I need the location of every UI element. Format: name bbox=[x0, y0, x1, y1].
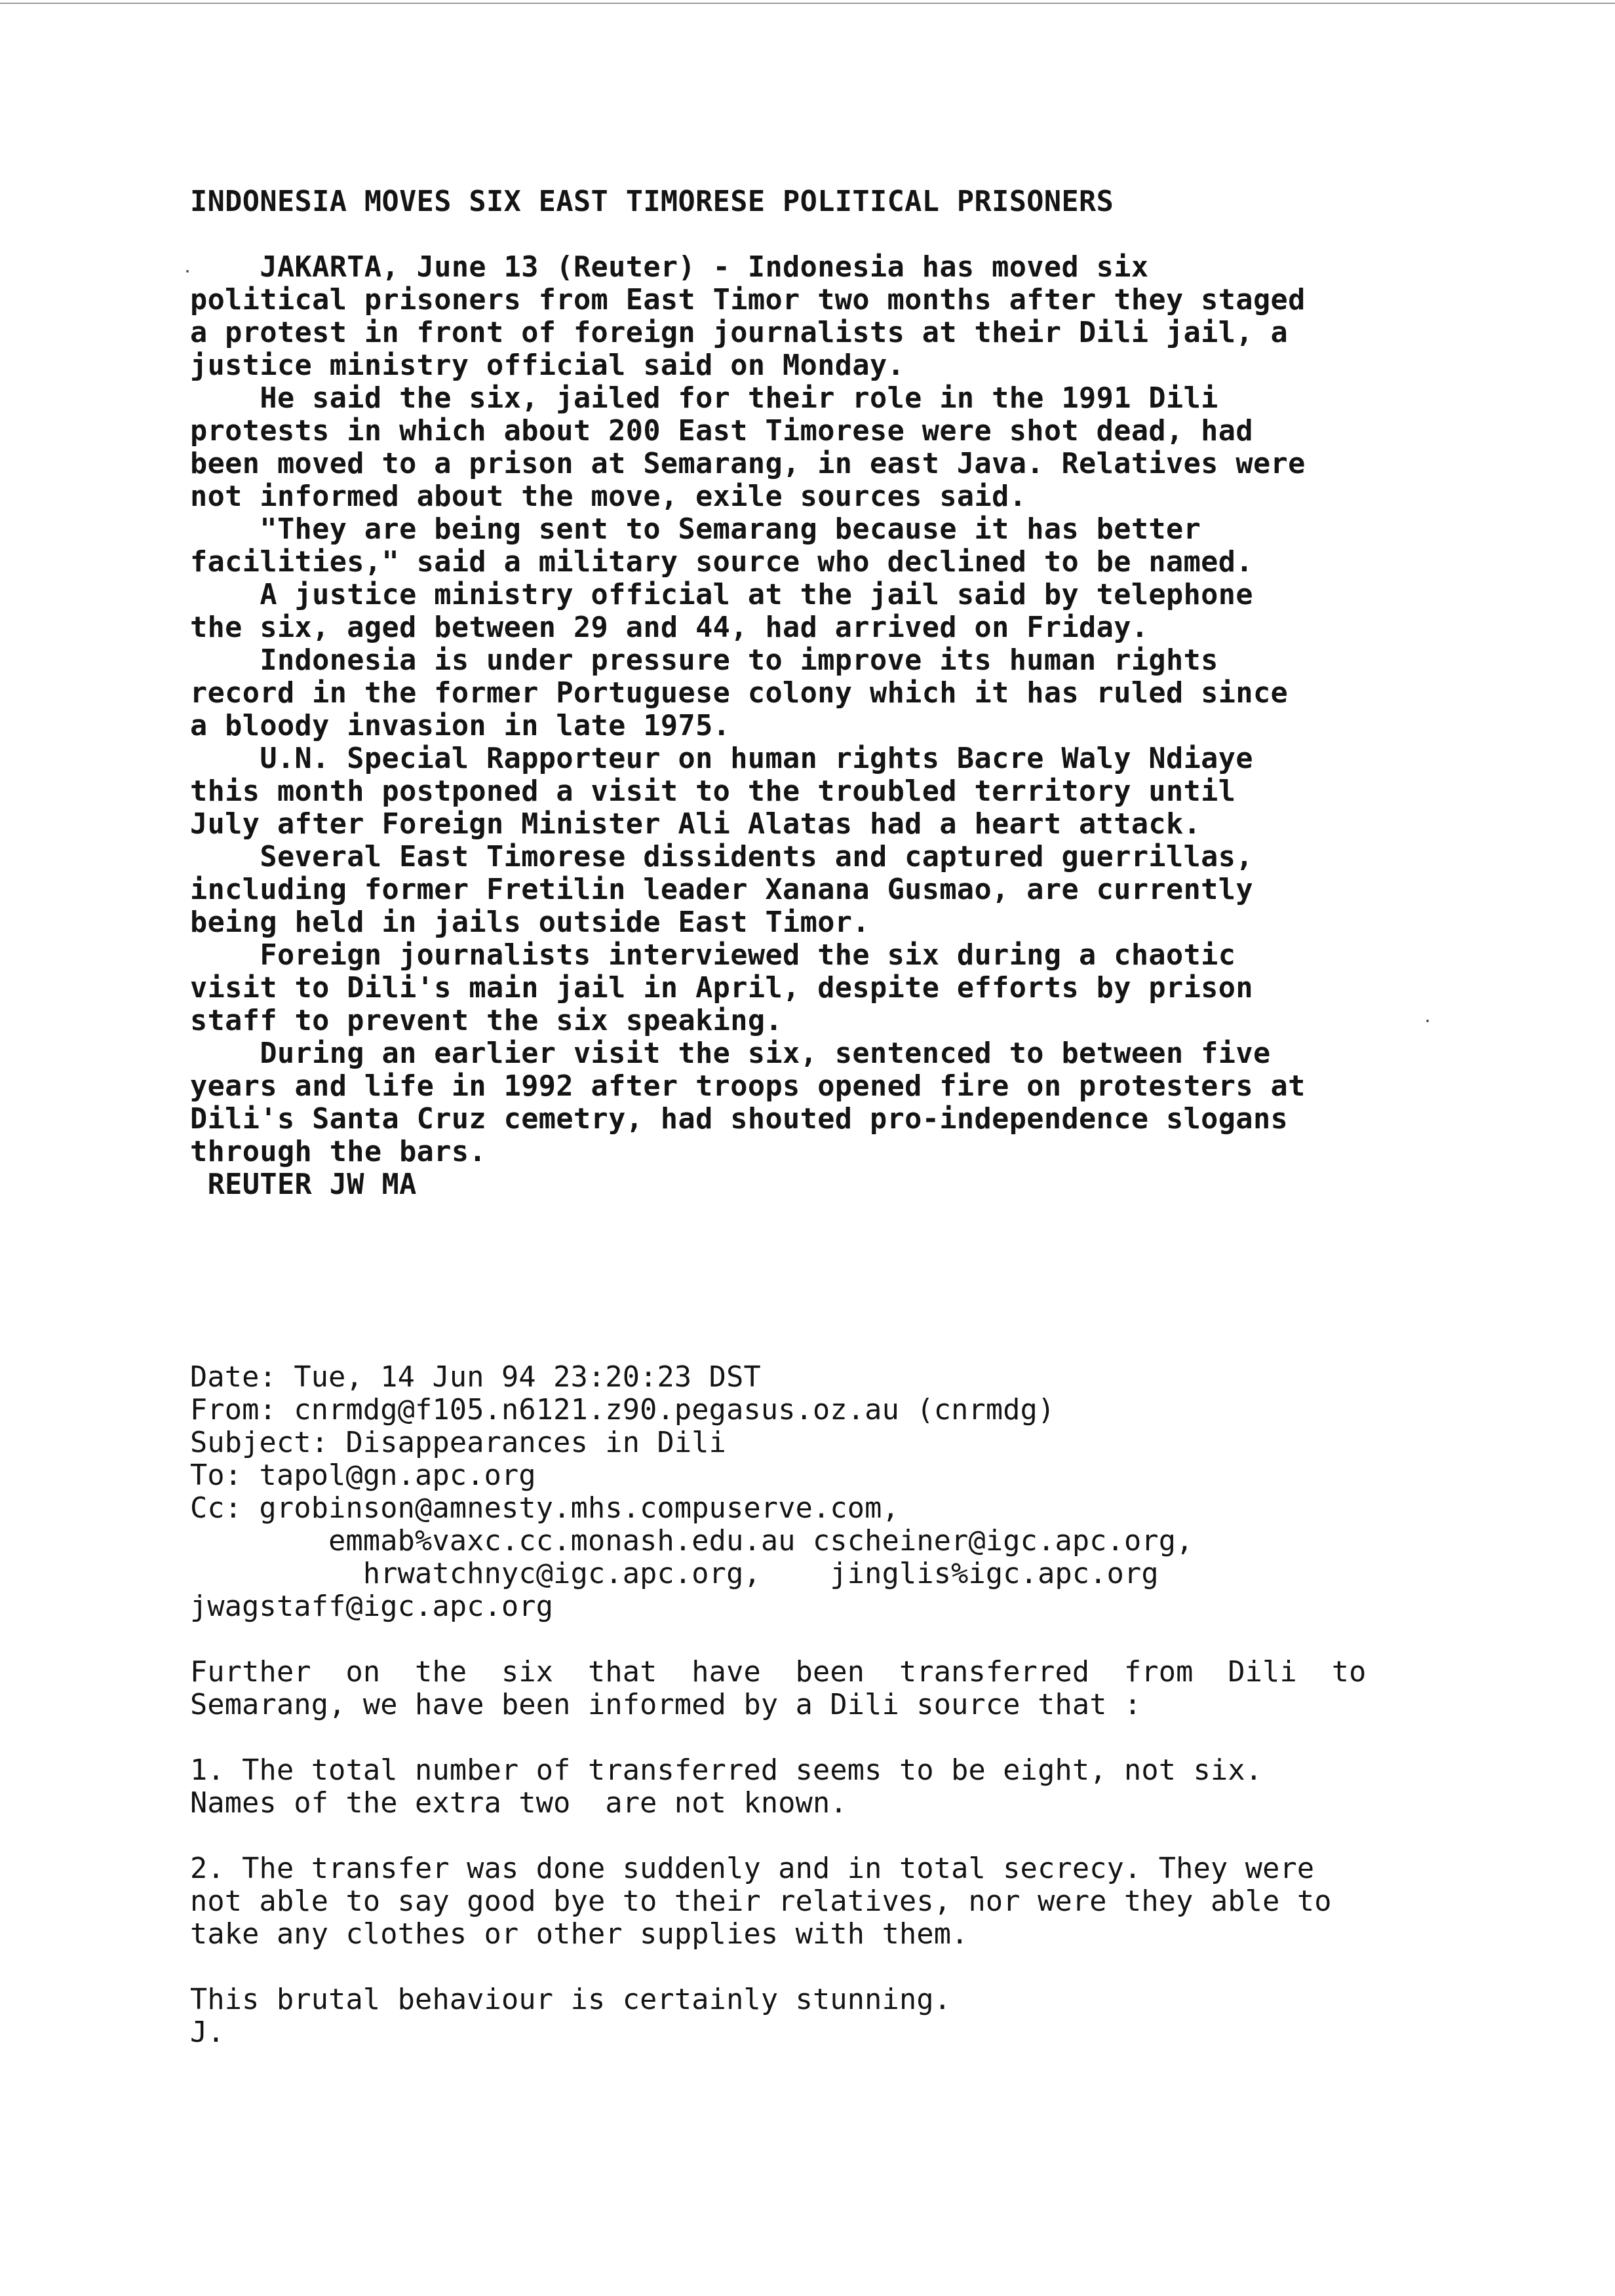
email-header-subject: Subject: Disappearances in Dili bbox=[190, 1426, 727, 1459]
article-line: A justice ministry official at the jail said by telephone bbox=[190, 579, 1253, 611]
email-body-line: take any clothes or other supplies with them. bbox=[190, 1918, 969, 1951]
email-header-from: From: cnrmdg@f105.n6121.z90.pegasus.oz.au (cnrmdg) bbox=[190, 1394, 1055, 1426]
article-line: including former Fretilin leader Xanana Gusmao, are currently bbox=[190, 873, 1253, 906]
email-header-cc: Cc: grobinson@amnesty.mhs.compuserve.com, bbox=[190, 1492, 899, 1525]
email-body-line: not able to say good bye to their relatives, nor were they able to bbox=[190, 1885, 1332, 1918]
article-line: protests in which about 200 East Timorese were shot dead, had bbox=[190, 415, 1253, 448]
article-line: He said the six, jailed for their role in the 1991 Dili bbox=[190, 382, 1218, 415]
article-line: Foreign journalists interviewed the six during a chaotic bbox=[190, 939, 1236, 972]
article-line: being held in jails outside East Timor. bbox=[190, 906, 870, 939]
article-line: a bloody invasion in late 1975. bbox=[190, 710, 731, 742]
email-signature: J. bbox=[190, 2016, 225, 2049]
article-line: Dili's Santa Cruz cemetry, had shouted pro-independence slogans bbox=[190, 1103, 1289, 1136]
article-line: political prisoners from East Timor two months after they staged bbox=[190, 284, 1306, 316]
email-header-cc-line: hrwatchnyc@igc.apc.org, jinglis%igc.apc.org bbox=[190, 1558, 1159, 1590]
article-line: During an earlier visit the six, sentenced to between five bbox=[190, 1037, 1271, 1070]
email-body-line: 2. The transfer was done suddenly and in total secrecy. They were bbox=[190, 1852, 1315, 1885]
email-closing: This brutal behaviour is certainly stunning. bbox=[190, 1983, 952, 2016]
article-headline: INDONESIA MOVES SIX EAST TIMORESE POLITICAL PRISONERS bbox=[190, 185, 1114, 218]
article-line: years and life in 1992 after troops opened fire on protesters at bbox=[190, 1070, 1306, 1103]
article-line: through the bars. bbox=[190, 1136, 487, 1168]
email-body-line: Further on the six that have been transferred from Dili to bbox=[190, 1656, 1367, 1689]
article-line: "They are being sent to Semarang because it has better bbox=[190, 513, 1201, 546]
article-line: visit to Dili's main jail in April, despite efforts by prison bbox=[190, 972, 1253, 1004]
email-header-date: Date: Tue, 14 Jun 94 23:20:23 DST bbox=[190, 1361, 761, 1394]
scan-speck bbox=[1426, 1020, 1429, 1022]
article-line: this month postponed a visit to the troubled territory until bbox=[190, 775, 1236, 808]
scan-edge-line bbox=[0, 3, 1615, 4]
scan-speck bbox=[186, 270, 189, 273]
article-line: not informed about the move, exile sources said. bbox=[190, 480, 1027, 513]
article-line: U.N. Special Rapporteur on human rights Bacre Waly Ndiaye bbox=[190, 742, 1253, 775]
email-body-line: 1. The total number of transferred seems to be eight, not six. bbox=[190, 1754, 1263, 1787]
article-line: justice ministry official said on Monday. bbox=[190, 349, 905, 382]
article-line: the six, aged between 29 and 44, had arrived on Friday. bbox=[190, 611, 1149, 644]
email-header-to: To: tapol@gn.apc.org bbox=[190, 1459, 536, 1492]
article-line: JAKARTA, June 13 (Reuter) - Indonesia has moved six bbox=[190, 251, 1149, 284]
email-body-line: Semarang, we have been informed by a Dili source that : bbox=[190, 1689, 1142, 1721]
article-signoff: REUTER JW MA bbox=[190, 1168, 417, 1201]
email-body-line: Names of the extra two are not known. bbox=[190, 1787, 847, 1820]
article-line: been moved to a prison at Semarang, in east Java. Relatives were bbox=[190, 448, 1306, 480]
article-line: facilities," said a military source who declined to be named. bbox=[190, 546, 1253, 579]
article-line: staff to prevent the six speaking. bbox=[190, 1004, 783, 1037]
article-line: July after Foreign Minister Ali Alatas had a heart attack. bbox=[190, 808, 1201, 841]
article-line: record in the former Portuguese colony which it has ruled since bbox=[190, 677, 1289, 710]
email-header-cc-line: emmab%vaxc.cc.monash.edu.au cscheiner@igc.apc.org, bbox=[190, 1525, 1194, 1558]
article-line: Indonesia is under pressure to improve its human rights bbox=[190, 644, 1218, 677]
article-line: Several East Timorese dissidents and captured guerrillas, bbox=[190, 841, 1253, 873]
email-header-cc-line: jwagstaff@igc.apc.org bbox=[190, 1590, 554, 1623]
article-line: a protest in front of foreign journalists at their Dili jail, a bbox=[190, 316, 1289, 349]
